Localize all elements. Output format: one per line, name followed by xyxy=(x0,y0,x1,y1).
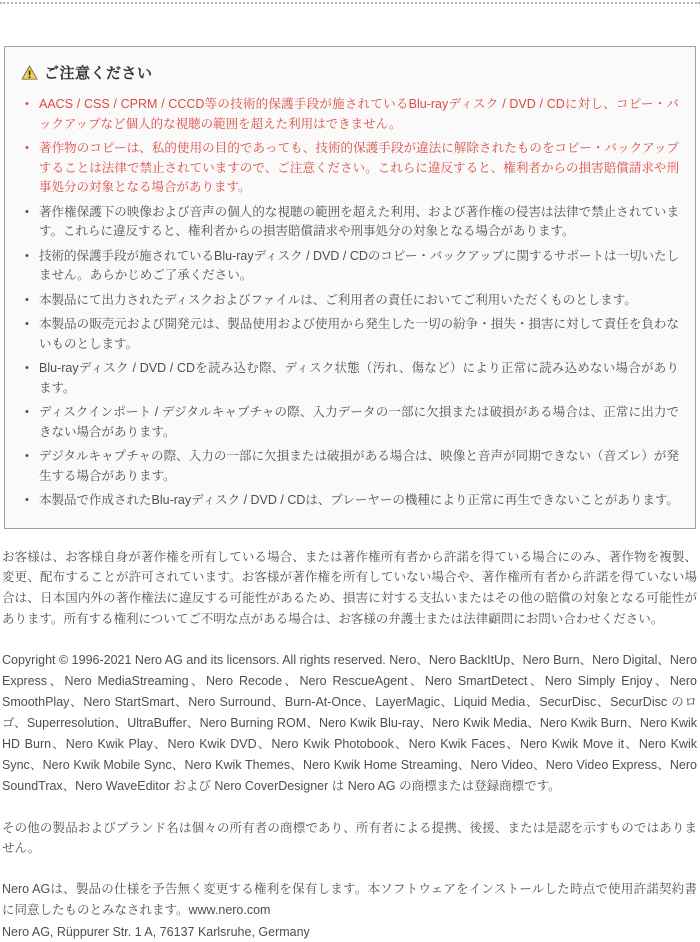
notice-item xyxy=(25,139,679,198)
bullet-icon: • xyxy=(25,359,39,398)
notice-item-text: デジタルキャプチャの際、入力の一部に欠損または破損がある場合は、映像と音声が同期できない（音ズレ）が発生する場合があります。 xyxy=(39,447,679,486)
bullet-icon: • xyxy=(25,291,39,311)
bullet-icon: • xyxy=(25,403,39,442)
bullet-icon: • xyxy=(25,95,39,134)
notice-title-row xyxy=(21,62,679,83)
bullet-icon: • xyxy=(25,315,39,354)
notice-item-text: 技術的保護手段が施されているBlu-rayディスク / DVD / CDのコピー・バックアップに関するサポートは一切いたしません。あらかじめご了承ください。 xyxy=(39,247,679,286)
notice-item-text: ディスクインポート / デジタルキャプチャの際、入力データの一部に欠損または破損がある場合は、正常に出力できない場合があります。 xyxy=(39,403,679,442)
bullet-icon: • xyxy=(25,139,39,198)
notice-item xyxy=(25,491,679,511)
notice-item xyxy=(25,291,679,311)
notice-item-text: AACS / CSS / CPRM / CCCD等の技術的保護手段が施されているBlu-rayディスク / DVD / CDに対し、コピー・バックアップなど個人的な視聴の範囲を超えた利用はできません。 xyxy=(39,95,679,134)
notice-item-text: 著作権保護下の映像および音声の個人的な視聴の範囲を超えた利用、および著作権の侵害は法律で禁止されています。これらに違反すると、権利者からの損害賠償請求や刑事処分の対象となる場合があります。 xyxy=(39,203,679,242)
spec-change-paragraph: Nero AGは、製品の仕様を予告無く変更する権利を保有します。本ソフトウェアをインストールした時点で使用許諾契約書に同意したものとみなされます。www.nero.com xyxy=(2,879,697,921)
notice-item-text: 本製品にて出力されたディスクおよびファイルは、ご利用者の責任においてご利用いただくものとします。 xyxy=(39,291,679,311)
notice-box xyxy=(4,46,696,529)
notice-item xyxy=(25,447,679,486)
notice-list xyxy=(25,95,679,511)
warning-triangle-icon xyxy=(21,65,38,80)
notice-item-text: 本製品で作成されたBlu-rayディスク / DVD / CDは、プレーヤーの機種により正常に再生できないことがあります。 xyxy=(39,491,679,511)
notice-item xyxy=(25,203,679,242)
notice-item xyxy=(25,247,679,286)
notice-item xyxy=(25,95,679,134)
bullet-icon: • xyxy=(25,447,39,486)
dotted-divider xyxy=(0,2,700,4)
copyright-ownership-paragraph: お客様は、お客様自身が著作権を所有している場合、または著作権所有者から許諾を得ている場合にのみ、著作物を複製、変更、配布することが許可されています。お客様が著作権を所有していない場合や、著作権所有者から許諾を得ていない場合は、日本国内外の著作権法に違反する可能性があるため、損害に対する支払いまたはその他の賠償の対象となる可能性があります。所有する権利についてご不明な点がある場合は、お客様の弁護士または法律顧問にお問い合わせください。 xyxy=(2,547,697,630)
notice-item-text: 著作物のコピーは、私的使用の目的であっても、技術的保護手段が違法に解除されたものをコピー・バックアップすることは法律で禁止されていますので、ご注意ください。これらに違反すると、権利者からの損害賠償請求や刑事処分の対象となる場合があります。 xyxy=(39,139,679,198)
other-brands-paragraph: その他の製品およびブランド名は個々の所有者の商標であり、所有者による提携、後援、または是認を示すものではありません。 xyxy=(2,818,697,860)
notice-item xyxy=(25,403,679,442)
bullet-icon: • xyxy=(25,491,39,511)
notice-item xyxy=(25,315,679,354)
notice-item-text: 本製品の販売元および開発元は、製品使用および使用から発生した一切の紛争・損失・損害に対して責任を負わないものとします。 xyxy=(39,315,679,354)
notice-item xyxy=(25,359,679,398)
bullet-icon: • xyxy=(25,203,39,242)
legal-paragraphs xyxy=(2,547,697,942)
notice-item-text: Blu-rayディスク / DVD / CDを読み込む際、ディスク状態（汚れ、傷など）により正常に読み込めない場合があります。 xyxy=(39,359,679,398)
company-address: Nero AG, Rüppurer Str. 1 A, 76137 Karlsruhe, Germany xyxy=(2,922,697,942)
copyright-trademarks-paragraph: Copyright © 1996-2021 Nero AG and its licensors. All rights reserved. Nero、Nero BackItUp、Nero Burn、Nero Digital、Nero Express、Nero MediaStreaming、Nero Recode、Nero RescueAgent、Nero SmartDetect、Nero Simply Enjoy、Nero SmoothPlay、Nero StartSmart、Nero Surround、Burn-At-Once、LayerMagic、Liquid Media、SecurDisc、SecurDisc のロゴ、Superresolution、UltraBuffer、Nero Burning ROM、Nero Kwik Blu-ray、Nero Kwik Media、Nero Kwik Burn、Nero Kwik HD Burn、Nero Kwik Play、Nero Kwik DVD、Nero Kwik Photobook、Nero Kwik Faces、Nero Kwik Move it、Nero Kwik Sync、Nero Kwik Mobile Sync、Nero Kwik Themes、Nero Kwik Home Streaming、Nero Video、Nero Video Express、Nero SoundTrax、Nero WaveEditor および Nero CoverDesigner は Nero AG の商標または登録商標です。 xyxy=(2,650,697,797)
bullet-icon: • xyxy=(25,247,39,286)
notice-title: ご注意ください xyxy=(44,62,153,83)
